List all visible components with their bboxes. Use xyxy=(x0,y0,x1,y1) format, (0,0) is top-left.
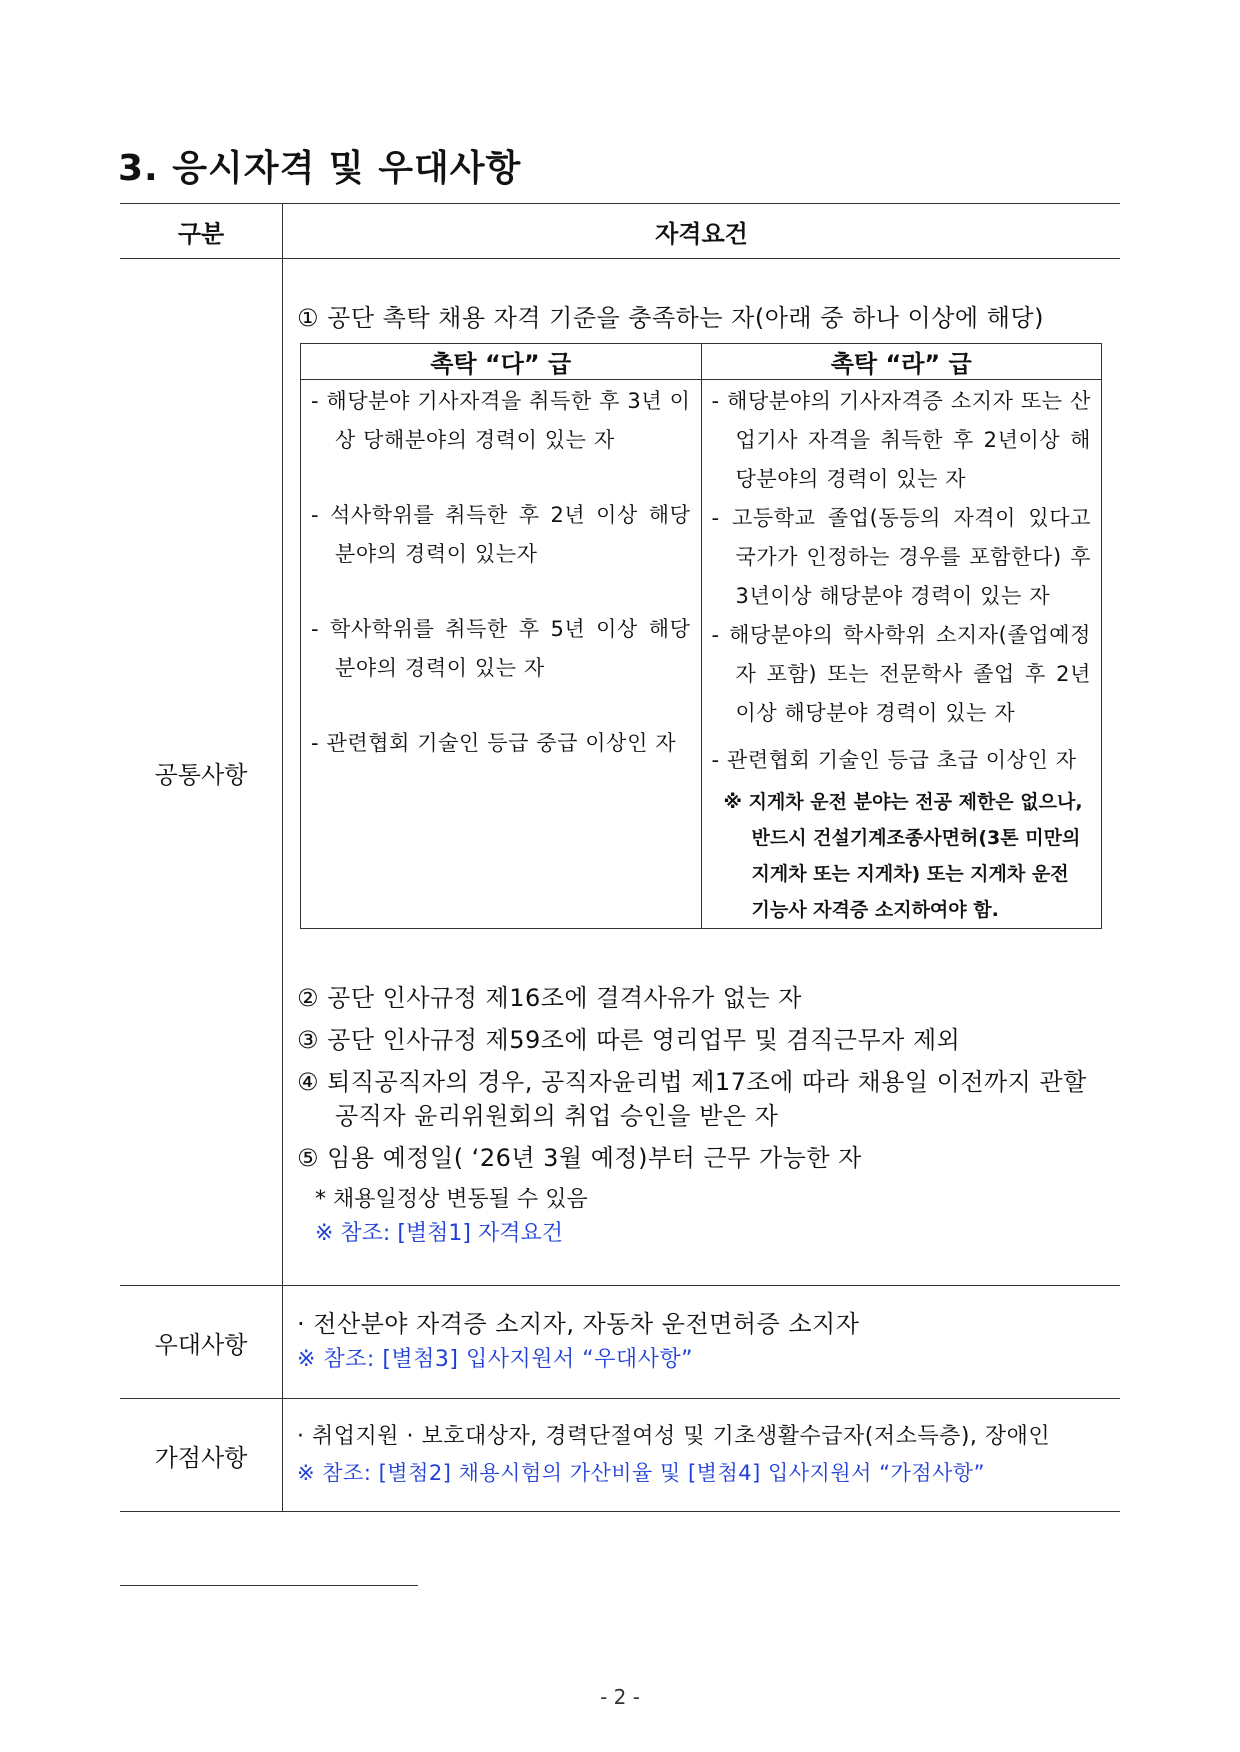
grade-ra-cell xyxy=(701,380,1102,929)
common-item-5: ⑤ 임용 예정일( ‘26년 3월 예정)부터 근무 가능한 자 xyxy=(297,1144,862,1172)
grade-da-bullet: - 학사학위를 취득한 후 5년 이상 해당 분야의 경력이 있는 자 xyxy=(311,617,691,680)
common-item-3: ③ 공단 인사규정 제59조에 따른 영리업무 및 겸직근무자 제외 xyxy=(297,1026,961,1054)
grade-table xyxy=(300,343,1102,929)
reference-note-1: ※ 참조: [별첨1] 자격요건 xyxy=(315,1221,564,1246)
common-item-1: ① 공단 촉탁 채용 자격 기준을 충족하는 자(아래 중 하나 이상에 해당) xyxy=(297,304,1044,332)
grade-da-bullet: - 관련협회 기술인 등급 중급 이상인 자 xyxy=(311,731,677,755)
grade-ra-bullet: - 관련협회 기술인 등급 초급 이상인 자 xyxy=(711,748,1077,772)
page-number: - 2 - xyxy=(600,1685,640,1709)
forklift-note: ※ 지게차 운전 분야는 전공 제한은 없으나, 반드시 건설기계조종사면허(3톤 미만의 지게차 또는 지게차) 또는 지게차 운전 기능사 자격증 소지하여야 함. xyxy=(723,791,1083,921)
grade-da-bullet: - 해당분야 기사자격을 취득한 후 3년 이상 당해분야의 경력이 있는 자 xyxy=(311,389,691,452)
preference-content xyxy=(283,1286,1121,1399)
bonus-label: 가점사항 xyxy=(120,1399,283,1512)
bonus-line: · 취업지원 · 보호대상자, 경력단절여성 및 기초생활수급자(저소득층), 장애인 xyxy=(297,1424,1051,1449)
preference-reference: ※ 참조: [별첨3] 입사지원서 “우대사항” xyxy=(297,1347,694,1372)
preference-line: · 전산분야 자격증 소지자, 자동차 운전면허증 소지자 xyxy=(297,1310,860,1338)
preference-row xyxy=(120,1286,1120,1399)
grade-ra-header: 촉탁 “라” 급 xyxy=(701,344,1102,380)
qualification-table xyxy=(120,203,1120,1512)
common-label: 공통사항 xyxy=(120,259,283,1286)
header-category: 구분 xyxy=(120,204,283,259)
common-item-4: ④ 퇴직공직자의 경우, 공직자윤리법 제17조에 따라 채용일 이전까지 관할 공직자 윤리위원회의 취업 승인을 받은 자 xyxy=(297,1068,1087,1130)
grade-da-bullet: - 석사학위를 취득한 후 2년 이상 해당 분야의 경력이 있는자 xyxy=(311,503,691,566)
grade-ra-bullet: - 해당분야의 기사자격증 소지자 또는 산업기사 자격을 취득한 후 2년이상 해당분야의 경력이 있는 자 xyxy=(711,389,1091,491)
grade-ra-bullet: - 해당분야의 학사학위 소지자(졸업예정자 포함) 또는 전문학사 졸업 후 2년이상 해당분야 경력이 있는 자 xyxy=(711,623,1091,725)
grade-da-cell xyxy=(301,380,702,929)
bonus-reference: ※ 참조: [별첨2] 채용시험의 가산비율 및 [별첨4] 입사지원서 “가점사항” xyxy=(297,1461,985,1485)
common-content xyxy=(283,259,1121,1286)
schedule-note: * 채용일정상 변동될 수 있음 xyxy=(315,1187,588,1212)
grade-ra-bullet: - 고등학교 졸업(동등의 자격이 있다고 국가가 인정하는 경우를 포함한다) 후 3년이상 해당분야 경력이 있는 자 xyxy=(711,506,1091,608)
common-row xyxy=(120,259,1120,1286)
preference-label: 우대사항 xyxy=(120,1286,283,1399)
header-requirements: 자격요건 xyxy=(283,204,1121,259)
bonus-row xyxy=(120,1399,1120,1512)
grade-da-header: 촉탁 “다” 급 xyxy=(301,344,702,380)
bonus-content xyxy=(283,1399,1121,1512)
section-title: 3. 응시자격 및 우대사항 xyxy=(118,148,522,189)
common-item-2: ② 공단 인사규정 제16조에 결격사유가 없는 자 xyxy=(297,984,802,1012)
table-header-row xyxy=(120,204,1120,259)
footnote-divider xyxy=(120,1585,418,1586)
